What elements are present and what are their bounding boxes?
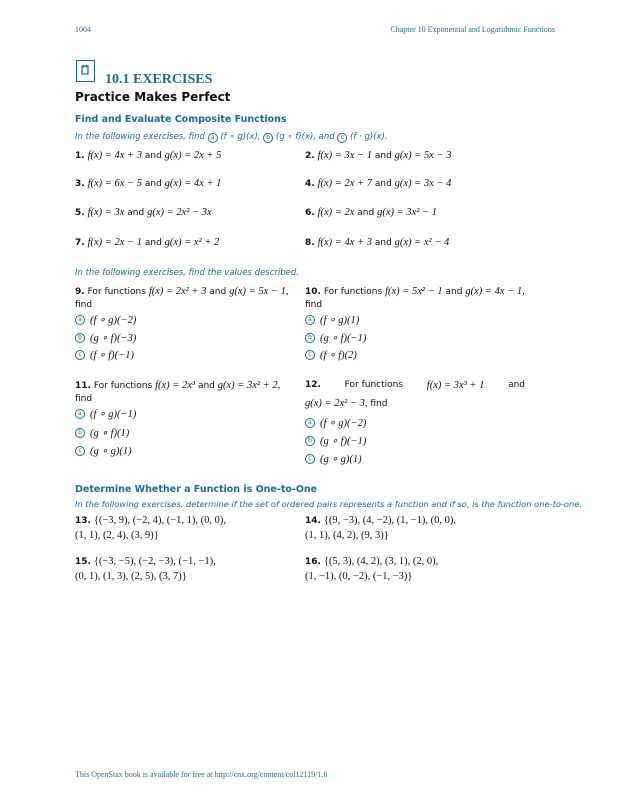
g-expr: g(x) = 4x − 1, [465,286,525,297]
exercise-10 [305,286,525,297]
item-expr: (g ∘ f)(1) [90,428,130,439]
exercise-number: 1. [75,151,85,161]
exercise-5 [75,207,212,218]
label-a: a [305,418,315,428]
exercise-11-item-a [75,408,136,420]
label-c: c [305,350,315,360]
item-expr: (f ∘ f)(2) [320,350,357,361]
exercise-10-item-b [305,332,366,344]
f-expr: f(x) = 3x³ + 1 [426,380,485,391]
set-line1: {(−3, 9), (−2, 4), (−1, 1), (0, 0), [93,515,226,526]
exercise-number: 7. [75,238,85,248]
exercise-number: 13. [75,516,91,526]
g-expr: g(x) = 2x + 5 [164,150,222,161]
exercise-7 [75,237,219,248]
find: find [370,399,388,409]
label-b: b [305,333,315,343]
part3-heading: Determine Whether a Function is One-to-One [75,484,318,495]
exercise-number: 12. [305,380,321,390]
item-expr: (g ∘ g)(1) [320,454,362,465]
exercise-12-line2 [305,398,387,409]
exercise-number: 2. [305,151,315,161]
exercise-11-item-b [75,427,129,439]
exercise-14-line2: (1, 1), (4, 2), (9, 3)} [305,530,389,541]
conj: and [144,179,162,189]
exercise-8 [305,237,449,248]
intro: For functions [344,380,404,390]
exercise-15-line2: (0, 1), (1, 3), (2, 5), (3, 7)} [75,571,187,582]
label-a: a [75,315,85,325]
f-expr: f(x) = 2x + 7 [317,178,372,189]
exercise-14 [305,515,456,526]
label-c: c [337,133,347,143]
label-a: a [305,315,315,325]
f-expr: f(x) = 2x [317,207,355,218]
g-expr: g(x) = x² + 2 [164,237,220,248]
item-expr: (f ∘ f)(−1) [90,350,134,361]
g-expr: g(x) = 3x² + 2, [217,380,281,391]
item-expr: (f ∘ g)(−2) [320,418,367,429]
instruction-prefix: In the following exercises, find [75,132,205,142]
exercise-9-item-a [75,314,136,326]
set-line1: {(9, −3), (4, −2), (1, −1), (0, 0), [323,515,456,526]
exercise-10-find: find [305,300,323,310]
exercise-number: 3. [75,179,85,189]
f-expr: f(x) = 3x [87,207,125,218]
exercise-number: 14. [305,516,321,526]
conj: and [357,208,375,218]
g-expr: g(x) = 4x + 1 [164,178,222,189]
item-expr: (f ∘ g)(−2) [90,315,137,326]
part2-instruction: In the following exercises, find the values described. [75,268,299,278]
intro: For functions [323,287,383,297]
set-line1: {(−3, −5), (−2, −3), (−1, −1), [93,556,216,567]
conj: and [127,208,145,218]
label-b: b [75,333,85,343]
section-subtitle: Practice Makes Perfect [75,90,231,104]
f-expr: f(x) = 6x − 5 [87,178,142,189]
item-expr: (g ∘ f)(−1) [320,333,367,344]
item-expr: (f ∘ g)(1) [320,315,360,326]
g-expr: g(x) = 2x² − 3x [147,207,212,218]
label-b: b [305,436,315,446]
exercise-number: 6. [305,208,315,218]
exercise-number: 11. [75,381,91,391]
instr-item-a: (f ∘ g)(x), [220,132,261,142]
exercise-11-find: find [75,394,93,404]
notebook-icon [77,61,93,80]
intro: For functions [87,287,146,297]
exercise-15 [75,556,216,567]
g-expr: g(x) = 5x − 1, [229,286,289,297]
exercise-4 [305,178,451,189]
exercise-number: 4. [305,179,315,189]
label-b: b [75,428,85,438]
exercise-13-line2: (1, 1), (2, 4), (3, 9)} [75,530,159,541]
part1-heading: Find and Evaluate Composite Functions [75,114,287,125]
f-expr: f(x) = 3x − 1 [317,150,372,161]
exercise-3 [75,178,221,189]
g-expr: g(x) = 3x² − 1 [377,207,437,218]
exercise-10-item-c [305,349,357,361]
part1-instruction [75,132,388,143]
intro: For functions [93,381,153,391]
section-title: 10.1 EXERCISES [105,72,213,87]
exercise-12-item-a [305,417,366,429]
item-expr: (g ∘ f)(−1) [320,436,367,447]
exercise-12-item-b [305,435,366,447]
exercise-1 [75,150,221,161]
exercise-12 [305,380,525,391]
exercise-16-line2: (1, −1), (0, −2), (−1, −3)} [305,571,413,582]
exercise-13 [75,515,226,526]
footer-text: This OpenStax book is available for free at http://cnx.org/content/col12119/1.6 [75,770,328,779]
exercise-number: 8. [305,238,315,248]
exercise-2 [305,150,451,161]
exercise-16 [305,556,438,567]
exercise-11 [75,380,280,391]
label-b: b [263,133,273,143]
exercise-9 [75,286,288,297]
exercise-number: 16. [305,557,321,567]
exercise-number: 5. [75,208,85,218]
exercise-11-item-c [75,445,132,457]
f-expr: f(x) = 4x + 3 [317,237,372,248]
exercise-12-item-c [305,453,362,465]
f-expr: f(x) = 2x² + 3 [148,286,207,297]
conj: and [508,380,525,390]
conj: and [197,381,215,391]
instr-item-b: (g ∘ f)(x), and [275,132,335,142]
label-a: a [75,409,85,419]
chapter-title: Chapter 10 Exponential and Logarithmic Functions [390,25,555,34]
conj: and [144,151,162,161]
g-expr: g(x) = 5x − 3 [394,150,452,161]
label-c: c [75,446,85,456]
exercise-9-item-c [75,349,134,361]
item-expr: (f ∘ g)(−1) [90,409,137,420]
part3-instruction: In the following exercises, determine if the set of ordered pairs represents a function and if so, is the function one-to-one. [75,499,582,509]
g-expr: g(x) = 2x² − 3, [305,398,368,409]
exercise-number: 10. [305,287,321,297]
label-a: a [208,133,218,143]
item-expr: (g ∘ f)(−3) [90,333,137,344]
exercise-number: 15. [75,557,91,567]
f-expr: f(x) = 4x + 3 [87,150,142,161]
conj: and [209,287,227,297]
exercise-9-find: find [75,300,93,310]
conj: and [374,151,392,161]
exercise-icon [76,60,95,82]
page-number: 1004 [75,25,91,34]
f-expr: f(x) = 5x² − 1 [385,286,443,297]
conj: and [374,238,392,248]
exercise-number: 9. [75,287,85,297]
label-c: c [305,454,315,464]
exercise-10-item-a [305,314,359,326]
item-expr: (g ∘ g)(1) [90,446,132,457]
f-expr: f(x) = 2x³ [155,380,196,391]
exercise-6 [305,207,437,218]
label-c: c [75,350,85,360]
f-expr: f(x) = 2x − 1 [87,237,142,248]
conj: and [374,179,392,189]
g-expr: g(x) = x² − 4 [394,237,450,248]
conj: and [445,287,463,297]
conj: and [144,238,162,248]
set-line1: {(5, 3), (4, 2), (3, 1), (2, 0), [323,556,439,567]
exercise-9-item-b [75,332,136,344]
g-expr: g(x) = 3x − 4 [394,178,452,189]
instr-item-c: (f · g)(x). [350,132,388,142]
